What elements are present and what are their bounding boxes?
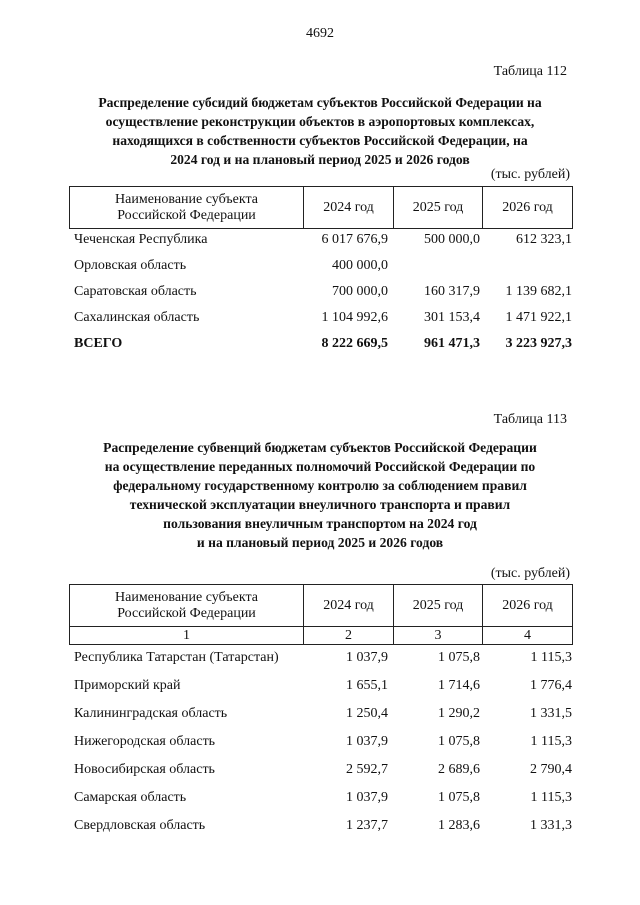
title-line: Распределение субсидий бюджетам субъектов Российской Федерации на xyxy=(98,95,542,110)
table-112-header xyxy=(69,186,573,229)
row-name: Новосибирская область xyxy=(74,762,215,777)
table-113-label: Таблица 113 xyxy=(493,412,567,427)
value-2026: 1 331,5 xyxy=(530,706,572,721)
value-2025: 1 283,6 xyxy=(438,818,480,833)
value-2024: 1 250,4 xyxy=(346,706,388,721)
value-2026: 1 471 922,1 xyxy=(505,310,572,325)
value-2024: 1 655,1 xyxy=(346,678,388,693)
column-number-4: 4 xyxy=(483,627,573,645)
header-2025: 2025 год xyxy=(394,585,483,627)
value-2024: 1 037,9 xyxy=(346,734,388,749)
column-number-1: 1 xyxy=(70,627,304,645)
total-2024: 8 222 669,5 xyxy=(321,336,388,351)
header-2024: 2024 год xyxy=(304,187,394,229)
title-line: пользования внеуличным транспортом на 2024 год xyxy=(163,516,477,531)
value-2026: 2 790,4 xyxy=(530,762,572,777)
value-2026: 1 115,3 xyxy=(530,790,572,805)
total-row xyxy=(74,336,572,356)
row-name: Калининградская область xyxy=(74,706,228,721)
value-2024: 1 037,9 xyxy=(346,650,388,665)
value-2025: 2 689,6 xyxy=(438,762,480,777)
value-2024: 700 000,0 xyxy=(332,284,388,299)
title-line: на осуществление переданных полномочий Российской Федерации по xyxy=(104,459,536,474)
row-name: Нижегородская область xyxy=(74,734,216,749)
table-row xyxy=(74,734,572,754)
value-2026: 1 139 682,1 xyxy=(505,284,572,299)
row-name: Чеченская Республика xyxy=(74,232,208,247)
value-2025: 1 075,8 xyxy=(438,650,480,665)
header-subject: Наименование субъекта Российской Федерации xyxy=(70,585,304,627)
table-row xyxy=(74,790,572,810)
value-2026: 612 323,1 xyxy=(516,232,572,247)
total-2026: 3 223 927,3 xyxy=(505,336,572,351)
value-2026: 1 331,3 xyxy=(530,818,572,833)
value-2025: 301 153,4 xyxy=(424,310,480,325)
table-row xyxy=(74,284,572,304)
header-2026: 2026 год xyxy=(483,585,573,627)
table-row xyxy=(74,650,572,670)
table-row xyxy=(74,310,572,330)
value-2024: 2 592,7 xyxy=(346,762,388,777)
header-subject: Наименование субъекта Российской Федерации xyxy=(70,187,304,229)
table-row xyxy=(74,232,572,252)
value-2026: 1 115,3 xyxy=(530,734,572,749)
table-112-label: Таблица 112 xyxy=(493,64,567,79)
value-2025: 160 317,9 xyxy=(424,284,480,299)
page-number: 4692 xyxy=(306,26,334,41)
table-row xyxy=(74,258,572,278)
value-2025: 1 075,8 xyxy=(438,790,480,805)
title-line: и на плановый период 2025 и 2026 годов xyxy=(196,535,444,550)
table-row xyxy=(74,678,572,698)
column-number-2: 2 xyxy=(304,627,394,645)
table-row xyxy=(74,818,572,838)
row-name: Приморский край xyxy=(74,678,181,693)
table-113-units: (тыс. рублей) xyxy=(490,566,570,581)
table-112-title xyxy=(60,93,580,169)
row-name: Сахалинская область xyxy=(74,310,200,325)
row-name: Саратовская область xyxy=(74,284,197,299)
value-2024: 1 104 992,6 xyxy=(321,310,388,325)
row-name: Орловская область xyxy=(74,258,187,273)
value-2024: 400 000,0 xyxy=(332,258,388,273)
row-name: Самарская область xyxy=(74,790,187,805)
row-name: Республика Татарстан (Татарстан) xyxy=(74,650,279,665)
value-2024: 6 017 676,9 xyxy=(321,232,388,247)
value-2025: 1 290,2 xyxy=(438,706,480,721)
value-2026: 1 115,3 xyxy=(530,650,572,665)
header-2025: 2025 год xyxy=(394,187,483,229)
column-number-3: 3 xyxy=(394,627,483,645)
title-line: находящихся в собственности субъектов Российской Федерации, на xyxy=(112,133,528,148)
total-label: ВСЕГО xyxy=(74,336,123,351)
value-2024: 1 237,7 xyxy=(346,818,388,833)
table-113-title xyxy=(60,438,580,552)
value-2025: 500 000,0 xyxy=(424,232,480,247)
header-2026: 2026 год xyxy=(483,187,573,229)
title-line: технической эксплуатации внеуличного транспорта и правил xyxy=(129,497,511,512)
value-2026: 1 776,4 xyxy=(530,678,572,693)
title-line: Распределение субвенций бюджетам субъектов Российской Федерации xyxy=(103,440,537,455)
value-2025: 1 714,6 xyxy=(438,678,480,693)
table-row xyxy=(74,706,572,726)
table-113-header xyxy=(69,584,573,645)
title-line: 2024 год и на плановый период 2025 и 2026 годов xyxy=(170,152,470,167)
title-line: федеральному государственному контролю за соблюдением правил xyxy=(113,478,527,493)
value-2025: 1 075,8 xyxy=(438,734,480,749)
title-line: осуществление реконструкции объектов в аэропортовых комплексах, xyxy=(105,114,535,129)
header-2024: 2024 год xyxy=(304,585,394,627)
value-2024: 1 037,9 xyxy=(346,790,388,805)
table-112-units: (тыс. рублей) xyxy=(490,167,570,182)
total-2025: 961 471,3 xyxy=(424,336,480,351)
table-row xyxy=(74,762,572,782)
row-name: Свердловская область xyxy=(74,818,206,833)
